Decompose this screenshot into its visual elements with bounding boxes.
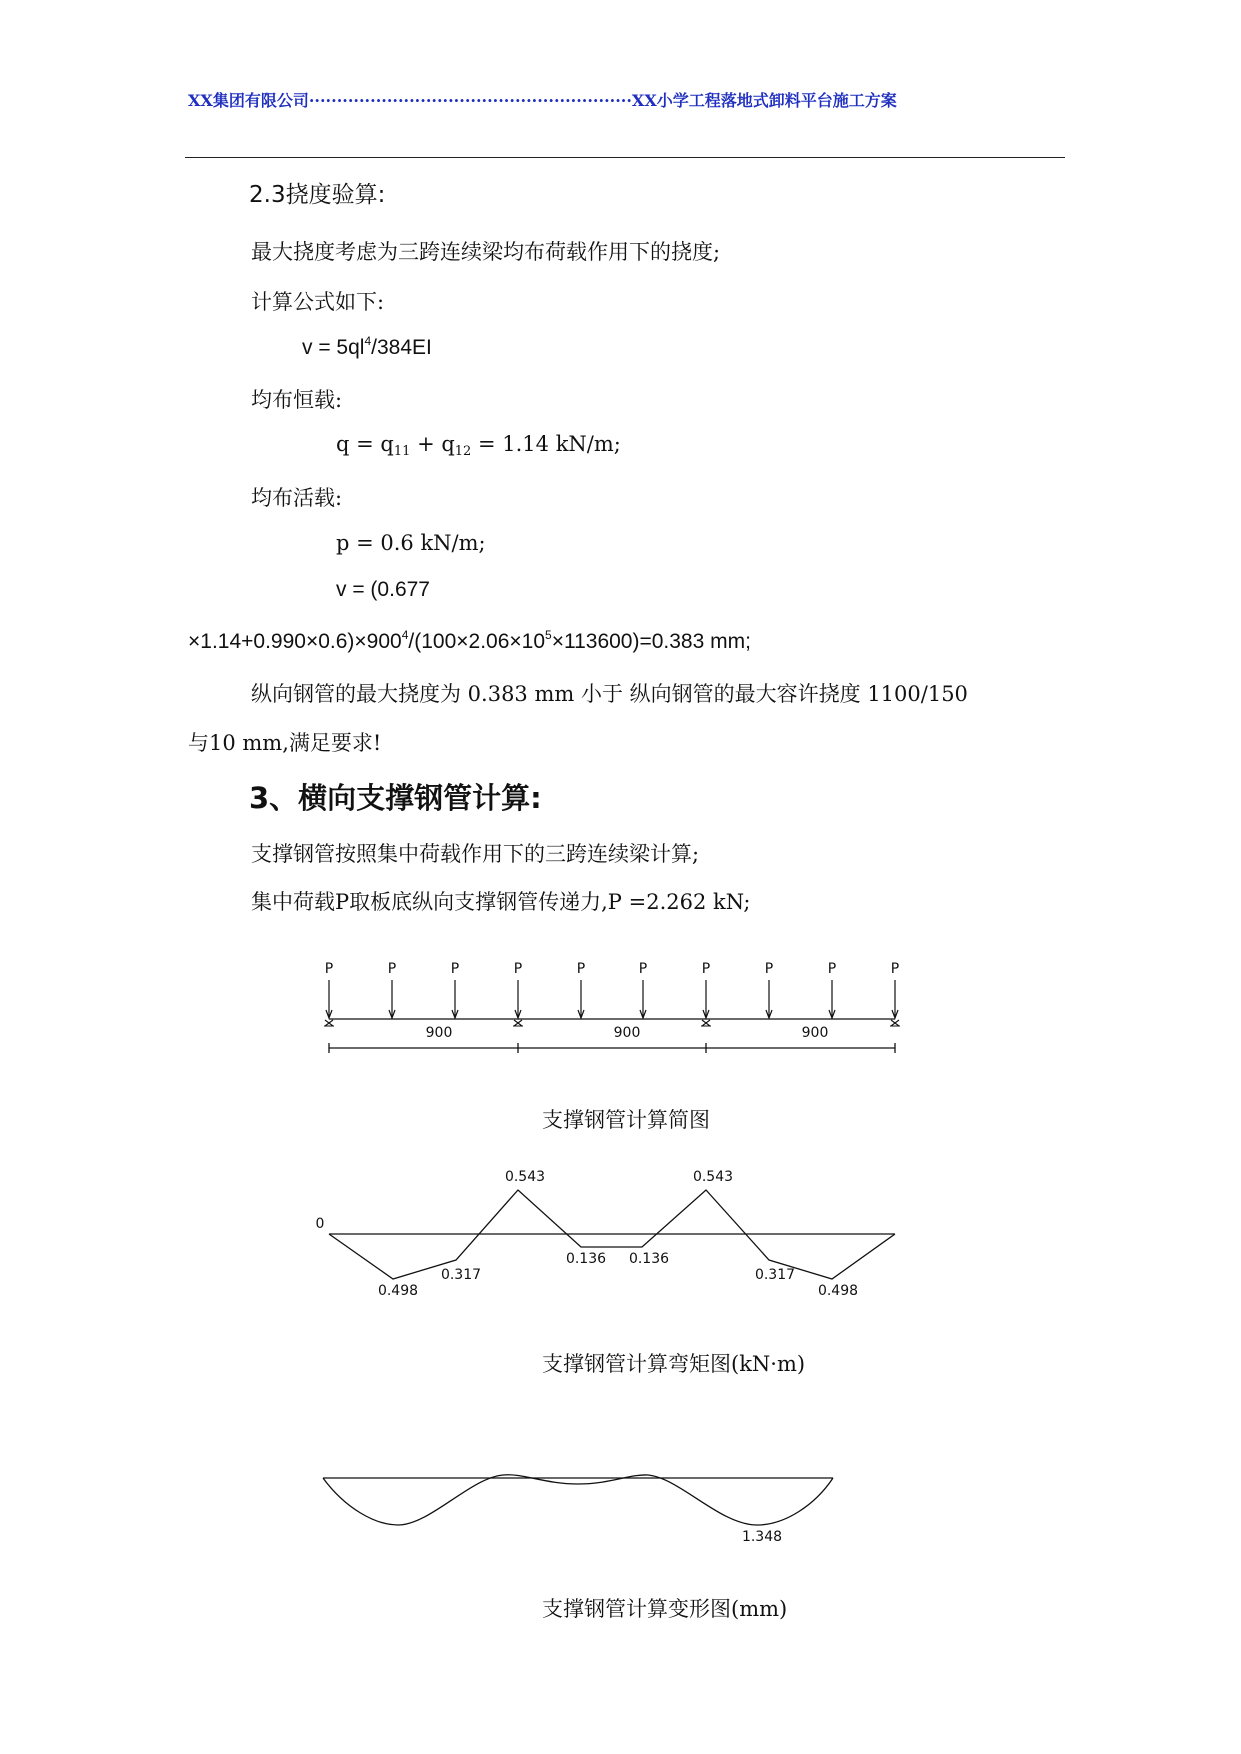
dead-load-label: 均布恒载: [251, 388, 343, 412]
deflection-conclusion-1: 纵向钢管的最大挠度为 0.383 mm 小于 纵向钢管的最大容许挠度 1100/150 [251, 682, 968, 706]
header-right: XX小学工程落地式卸料平台施工方案 [631, 91, 897, 110]
moment-label: 0.317 [440, 1267, 482, 1283]
deflection-conclusion-2: 与10 mm,满足要求! [188, 731, 382, 755]
moment-label: 0.136 [565, 1251, 607, 1267]
deformation-diagram-caption: 支撑钢管计算变形图(mm) [542, 1597, 788, 1621]
load-arrows [325, 961, 899, 1018]
section-3-line2: 集中荷载P取板底纵向支撑钢管传递力,P =2.262 kN; [251, 890, 751, 914]
load-label-p: P [576, 961, 586, 977]
span-label-2: 900 [613, 1025, 641, 1041]
header-left: XX集团有限公司 [188, 91, 309, 110]
load-label-p: P [827, 961, 837, 977]
load-label-p: P [638, 961, 648, 977]
deflection-calc-line2: $\times 1.14+0.990\times 0.6)\times 900^4/(100\times 2.06\times 10^5\times 113600)=0.383$ mm; [188, 628, 751, 653]
deflection-calc-line1: v = (0.677 [336, 578, 430, 601]
load-label-p: P [701, 961, 711, 977]
deformation-label: 1.348 [741, 1529, 783, 1545]
live-load-equation: p = 0.6 kN/m; [336, 531, 486, 555]
dead-load-equation: $q = q_{11} + q_{12} = 1.14$ kN/m; [336, 432, 621, 459]
formula-intro: 计算公式如下: [251, 290, 385, 314]
moment-label: 0.136 [628, 1251, 670, 1267]
section-3-line1: 支撑钢管按照集中荷载作用下的三跨连续梁计算; [251, 842, 700, 866]
header-dots: ·························································· [308, 91, 632, 110]
section-3-title: 3、横向支撑钢管计算: [249, 781, 542, 815]
moment-diagram [329, 1190, 895, 1279]
load-label-p: P [513, 961, 523, 977]
load-label-p: P [450, 961, 460, 977]
span-label-1: 900 [425, 1025, 453, 1041]
moment-diagram-caption: 支撑钢管计算弯矩图(kN·m) [542, 1352, 806, 1376]
support-icon [324, 1020, 334, 1026]
moment-label: 0.543 [504, 1169, 546, 1185]
load-diagram-caption: 支撑钢管计算简图 [542, 1108, 710, 1132]
load-label-p: P [324, 961, 334, 977]
load-label-p: P [387, 961, 397, 977]
section-2-3-title: 2.3挠度验算: [249, 182, 386, 208]
span-label-3: 900 [801, 1025, 829, 1041]
support-icon [513, 1020, 523, 1026]
deformation-curve [323, 1475, 833, 1525]
load-label-p: P [890, 961, 900, 977]
moment-label: 0.317 [754, 1267, 796, 1283]
moment-label: 0.498 [817, 1283, 859, 1299]
load-label-p: P [764, 961, 774, 977]
deflection-formula: $v = 5ql^4/384EI$ [302, 334, 432, 359]
deflection-intro: 最大挠度考虑为三跨连续梁均布荷载作用下的挠度; [251, 240, 721, 264]
moment-zero-label: 0 [315, 1216, 325, 1232]
moment-label: 0.543 [692, 1169, 734, 1185]
moment-label: 0.498 [377, 1283, 419, 1299]
live-load-label: 均布活载: [251, 486, 343, 510]
deformation-diagram [323, 1475, 833, 1525]
support-icon [701, 1020, 711, 1026]
support-icon [890, 1020, 900, 1026]
